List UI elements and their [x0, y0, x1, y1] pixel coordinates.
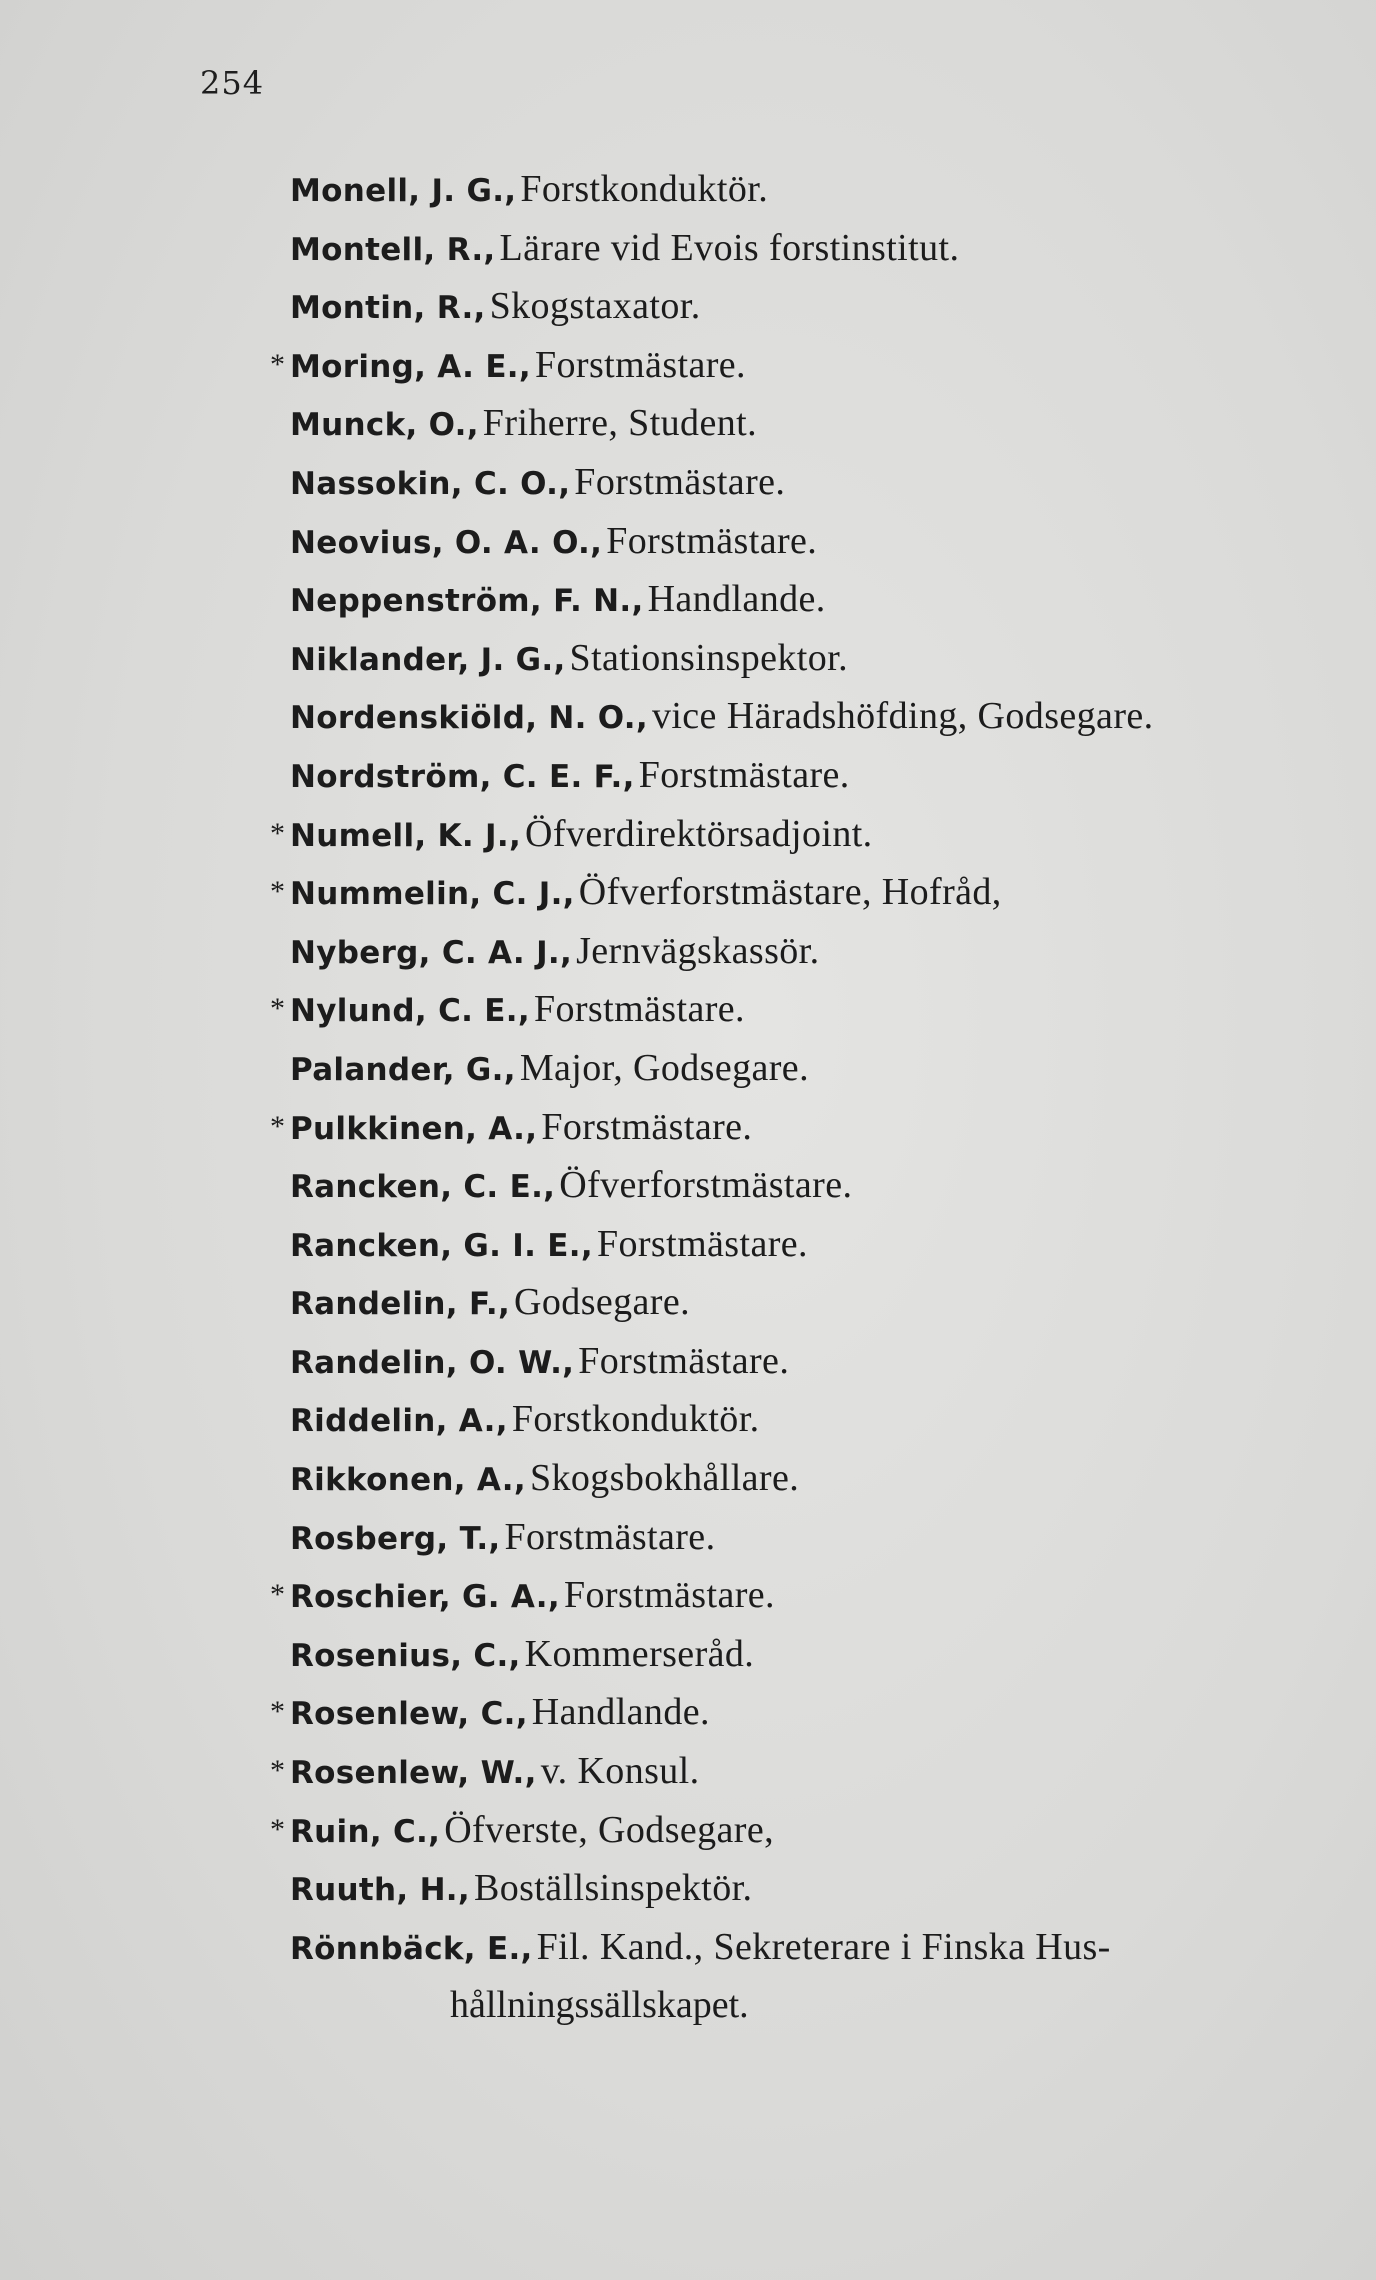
list-item — [290, 512, 1330, 571]
entry-description: Forstkonduktör. — [511, 1398, 760, 1441]
entry-name: Rosberg, T., — [290, 1520, 501, 1557]
entry-name: Rancken, G. I. E., — [290, 1227, 593, 1264]
entry-name: Rosenlew, W., — [290, 1755, 537, 1792]
list-item — [290, 219, 1330, 278]
entry-name: Moring, A. E., — [290, 348, 531, 385]
list-item — [290, 453, 1330, 512]
entry-name: Monell, J. G., — [290, 173, 517, 209]
list-item — [290, 277, 1330, 336]
entry-description: Forstmästare. — [563, 1574, 775, 1617]
entry-description: Jernvägskassör. — [576, 929, 820, 972]
entry-description: Major, Godsegare. — [519, 1046, 809, 1089]
list-item — [290, 1332, 1330, 1391]
entry-name: Nassokin, C. O., — [290, 465, 571, 502]
list-item — [290, 687, 1330, 746]
asterisk-mark: * — [270, 1578, 285, 1612]
entry-description: Forstmästare. — [574, 460, 786, 503]
entry-description: Öfverforstmästare, Hofråd, — [578, 871, 1002, 914]
list-item — [290, 922, 1330, 981]
entry-description: Forstmästare. — [638, 753, 850, 796]
entry-description: Godsegare. — [514, 1281, 691, 1324]
entry-description: Kommerseråd. — [524, 1632, 755, 1675]
list-item — [270, 1683, 1330, 1742]
entry-name: Rikkonen, A., — [290, 1462, 526, 1499]
entry-description: Friherre, Student. — [482, 402, 757, 445]
list-item — [290, 160, 1330, 219]
entry-name: Roschier, G. A., — [290, 1579, 560, 1616]
list-item — [270, 336, 1330, 395]
entry-name: Numell, K. J., — [290, 817, 522, 854]
entry-name: Randelin, F., — [290, 1286, 511, 1323]
entry-continuation-line: hållningssällskapet. — [450, 1984, 749, 2027]
list-item — [270, 1801, 1330, 1860]
entry-name: Rosenlew, C., — [290, 1696, 528, 1733]
list-item — [270, 805, 1330, 864]
list-item — [290, 629, 1330, 688]
entry-description: Forstmästare. — [534, 343, 746, 386]
list-item — [290, 1039, 1330, 1098]
entry-description: Fil. Kand., Sekreterare i Finska Hus- — [536, 1925, 1111, 1968]
entry-description: Stationsinspektor. — [569, 636, 849, 679]
entry-description: Forstkonduktör. — [520, 168, 769, 210]
entry-description: Handlande. — [647, 578, 826, 621]
entry-name: Montell, R., — [290, 231, 496, 268]
asterisk-mark: * — [270, 1109, 285, 1143]
entry-name: Palander, G., — [290, 1051, 516, 1088]
list-item — [290, 1390, 1330, 1449]
page-number: 254 — [200, 64, 265, 102]
list-item — [290, 1625, 1330, 1684]
entry-description: Lärare vid Evois forstinstitut. — [499, 226, 960, 269]
list-item — [290, 1449, 1330, 1508]
entry-description: Boställsinspektör. — [473, 1867, 753, 1910]
entry-description: Forstmästare. — [596, 1222, 808, 1265]
asterisk-mark: * — [270, 1695, 285, 1729]
asterisk-mark: * — [270, 1754, 285, 1788]
entry-description: Forstmästare. — [578, 1339, 790, 1382]
asterisk-mark: * — [270, 992, 285, 1026]
asterisk-mark: * — [270, 1812, 285, 1846]
entry-name: Pulkkinen, A., — [290, 1110, 538, 1147]
entry-name: Ruuth, H., — [290, 1872, 470, 1909]
entry-name: Rancken, C. E., — [290, 1169, 556, 1206]
entry-description: Öfverforstmästare. — [559, 1164, 853, 1207]
asterisk-mark: * — [270, 816, 285, 850]
list-item — [290, 1859, 1330, 1918]
asterisk-mark: * — [270, 875, 285, 909]
entry-name: Rosenius, C., — [290, 1637, 521, 1674]
entry-description: Forstmästare. — [533, 988, 745, 1031]
list-item — [290, 394, 1330, 453]
entry-description: Skogsbokhållare. — [529, 1457, 800, 1500]
list-item — [290, 1156, 1330, 1215]
list-item — [270, 863, 1330, 922]
list-item — [270, 980, 1330, 1039]
asterisk-mark: * — [270, 347, 285, 381]
entry-name: Montin, R., — [290, 290, 486, 327]
entry-name: Riddelin, A., — [290, 1403, 508, 1440]
list-item — [270, 1742, 1330, 1801]
entry-name: Randelin, O. W., — [290, 1344, 575, 1381]
list-item — [290, 1273, 1330, 1332]
entry-name: Nylund, C. E., — [290, 993, 530, 1030]
entry-name: Munck, O., — [290, 407, 479, 444]
list-item — [290, 1918, 1330, 1977]
entry-description: Skogstaxator. — [489, 285, 701, 328]
list-item — [290, 570, 1330, 629]
list-item — [270, 1098, 1330, 1157]
entry-description: Öfverste, Godsegare, — [444, 1808, 775, 1851]
entry-name: Nyberg, C. A. J., — [290, 934, 573, 971]
list-item — [290, 746, 1330, 805]
entry-description: v. Konsul. — [540, 1750, 700, 1793]
list-item — [290, 1508, 1330, 1567]
entry-name: Rönnbäck, E., — [290, 1930, 533, 1967]
entry-name: Nordenskiöld, N. O., — [290, 700, 648, 737]
entry-description: Öfverdirektörsadjoint. — [525, 812, 873, 855]
entry-name: Niklander, J. G., — [290, 641, 566, 678]
entry-name: Neovius, O. A. O., — [290, 524, 603, 561]
list-item — [270, 1566, 1330, 1625]
entry-description: Forstmästare. — [541, 1105, 753, 1148]
entry-name: Nordström, C. E. F., — [290, 758, 635, 795]
entry-list — [270, 160, 1330, 2035]
list-item — [290, 1215, 1330, 1274]
entry-description: Forstmästare. — [504, 1515, 716, 1558]
entry-description: Handlande. — [531, 1691, 710, 1734]
entry-name: Ruin, C., — [290, 1813, 441, 1850]
entry-description: vice Häradshöfding, Godsegare. — [651, 695, 1154, 738]
entry-name: Neppenström, F. N., — [290, 583, 644, 620]
entry-description: Forstmästare. — [606, 519, 818, 562]
entry-name: Nummelin, C. J., — [290, 876, 575, 913]
